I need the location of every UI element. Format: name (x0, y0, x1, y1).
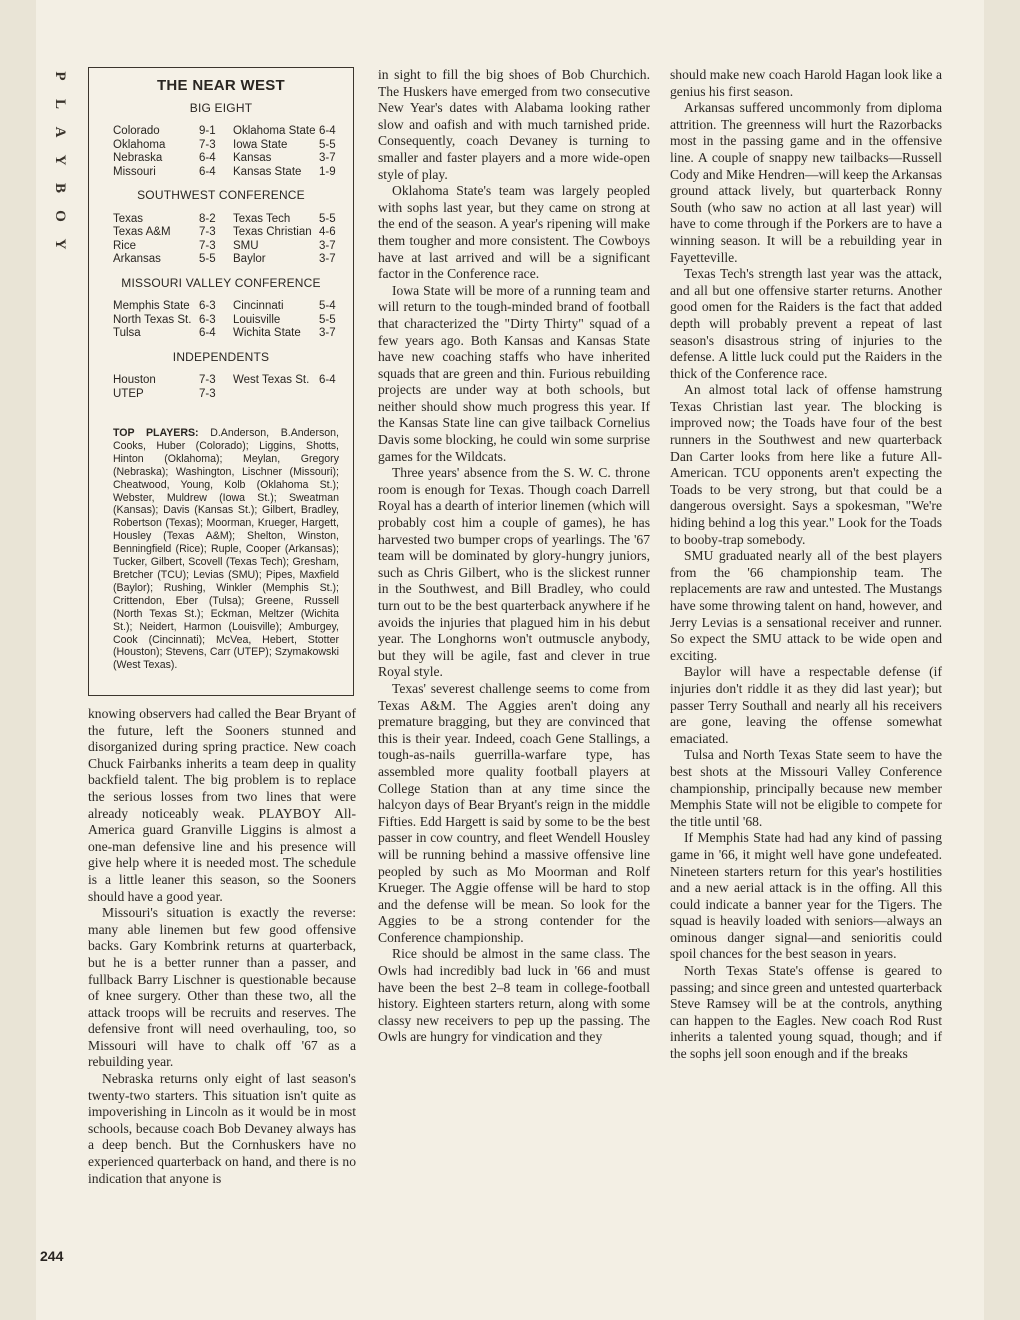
article-paragraph: Nebraska returns only eight of last season's twenty-two starters. This situation isn't quite as impoverishing in Lincoln as it would be in most schools, because coach Bob Devaney always has a deep bench. But the Cornhuskers have no experienced quarterback on hand, and there is no indication that anyone is (88, 1071, 356, 1186)
team-name: Rice (113, 239, 137, 252)
article-paragraph: Baylor will have a respectable defense (if injuries don't riddle it as they did last year); but passer Terry Southall and nearly all his receivers are gone, leaving the offense somewhat emaciated. (670, 664, 942, 746)
team-record: 6-4 (199, 165, 216, 178)
team-name: Kansas (233, 152, 272, 164)
magazine-mark-letter: Y (52, 154, 68, 166)
article-paragraph: Missouri's situation is exactly the reverse: many able linemen but few good offensive backs. Gary Kombrink returns at quarterback, but he is a better runner than a passer, and fullback Barry Lischner is questionable because of knee surgery. Other than these two, all the attack troops will be recruits and reserves. The defensive front will need overhauling, too, so Missouri will have to chalk off '67 as a rebuilding year. (88, 905, 356, 1070)
team-record: 3-7 (319, 327, 336, 339)
standings-row (113, 152, 353, 166)
team-record: 3-7 (319, 152, 336, 164)
conference-title: MISSOURI VALLEY CONFERENCE (121, 275, 321, 290)
team-record: 6-3 (199, 300, 216, 312)
standings-row (113, 388, 353, 402)
team-name: Missouri (113, 165, 156, 178)
standings-row (113, 139, 353, 153)
standings-row (113, 213, 353, 227)
conference-title: INDEPENDENTS (172, 349, 270, 364)
standings-row (113, 300, 353, 314)
team-name: Kansas State (233, 165, 302, 178)
article-paragraph: Rice should be almost in the same class. The Owls had incredibly bad luck in '66 and must have been the best 2–8 team in college-football history. Eighteen starters return, along with some classy new receivers to pep up the passing. The Owls are hungry for vindication and they (378, 946, 650, 1045)
team-name: Cincinnati (233, 300, 284, 312)
team-record: 9-1 (199, 125, 216, 137)
article-paragraph: North Texas State's offense is geared to passing; and since green and untested quarterback Steve Ramsey will be at the controls, anything can happen to the Eagles. New coach Rod Rust inherits a talented young squad, though; and if the sophs jell soon enough and if the breaks (670, 963, 942, 1062)
conference-title: SOUTHWEST CONFERENCE (137, 188, 305, 202)
team-name: Memphis State (113, 300, 190, 312)
conference-rows (89, 300, 353, 341)
team-name: Oklahoma (113, 138, 166, 151)
team-name: Texas A&M (113, 226, 171, 238)
team-name: Baylor (233, 253, 266, 265)
team-record: 5-5 (319, 212, 336, 225)
standings-box (88, 67, 354, 696)
magazine-mark-letter: A (52, 126, 68, 138)
conference-rows (89, 125, 353, 179)
team-record: 6-4 (199, 152, 216, 164)
standings-row (113, 125, 353, 139)
team-record (319, 388, 349, 402)
team-record: 4-6 (319, 226, 336, 238)
article-paragraph: should make new coach Harold Hagan look like a genius his first season. (670, 67, 942, 99)
magazine-mark-letter: Y (52, 238, 68, 250)
team-name: Oklahoma State (233, 125, 316, 137)
article-paragraph: Texas' severest challenge seems to come from Texas A&M. The Aggies aren't doing any premature bragging, but they are convinced that this is their year. Indeed, coach Gene Stallings, a tough-as-nails guerrilla-warfare type, has assembled more quality football players at College Station than at any time since the halcyon days of Bear Bryant's reign in the middle Fifties. Edd Hargett is said by some to be the best passer in cow country, and fleet Wendell Housley will be running behind a massive offensive line peopled by such as Mo Moorman and Rolf Krueger. The Aggie offense will be hard to stop and the defense will be mean. So look for the Aggies to be a strong contender for the Conference championship. (378, 680, 650, 945)
conference-list (89, 102, 353, 402)
team-record: 1-9 (319, 165, 336, 178)
standings-row (113, 314, 353, 328)
article-column-middle (378, 67, 650, 1046)
standings-row (113, 327, 353, 341)
team-record: 7-3 (199, 226, 216, 238)
team-name: Texas Christian (233, 226, 312, 238)
article-column-left (88, 706, 356, 1187)
team-record: 7-3 (199, 239, 216, 252)
page-number: 244 (40, 1248, 64, 1264)
article-paragraph: Texas Tech's strength last year was the attack, and all but one offensive starter returns. Another good omen for the Raiders is the fact that added depth will probably prevent a repeat of last season's disastrous string of injuries to the defense. A little luck could put the Raiders in the thick of the Conference race. (670, 266, 942, 381)
team-record: 7-3 (199, 387, 216, 400)
magazine-mark-letter: O (52, 210, 68, 222)
magazine-mark (46, 62, 74, 258)
magazine-mark-letter: P (52, 71, 68, 81)
team-record: 8-2 (199, 212, 216, 225)
team-name: Texas Tech (233, 212, 291, 225)
team-name: SMU (233, 239, 259, 252)
article-paragraph: Iowa State will be more of a running team and will return to the tough-minded brand of football that characterized the "Dirty Thirty" squad of a few years ago. Both Kansas and Kansas State have new coaching staffs who have inherited squads that are green and thin. Furious rebuilding projects are under way at both schools, but neither should show much progress this year. If the Kansas State line can give tailback Cornelius Davis some blocking, he could win some surprise games for the Wildcats. (378, 282, 650, 464)
standings-row (113, 253, 353, 267)
team-name: Arkansas (113, 253, 161, 265)
article-paragraph: Tulsa and North Texas State seem to have the best shots at the Missouri Valley Conference championship, principally because new member Memphis State will not be eligible to compete for the title until '68. (670, 747, 942, 829)
standings-row (113, 226, 353, 240)
team-name: North Texas St. (113, 313, 192, 326)
team-name: Colorado (113, 125, 160, 137)
team-name (233, 388, 319, 402)
team-record: 6-4 (319, 374, 336, 386)
team-record: 5-5 (319, 138, 336, 151)
magazine-mark-letter: L (52, 98, 68, 109)
article-paragraph: If Memphis State had had any kind of passing game in '66, it might well have gone undefeated. Nineteen starters return for this year's hostilities and a new aerial attack is in the offing. All this could indicate a banner year for the Tigers. The squad is heavily loaded with seniors—always an ominous danger signal—and senioritis could spoil chances for the best season in years. (670, 830, 942, 962)
article-paragraph: Arkansas suffered uncommonly from diploma attrition. The greenness will hurt the Razorbacks most in the passing game and in the offensive line. A couple of snappy new tailbacks—Russell Cody and Mike Hendren—will keep the Arkansas ground attack lively, but quarterback Ronny South (who saw no action at all last year) will have to come through if the Porkers are to have a winning season. It will be a rebuilding year in Fayetteville. (670, 100, 942, 265)
team-name: Nebraska (113, 152, 163, 164)
article-paragraph: SMU graduated nearly all of the best players from the '66 championship team. The replacements are raw and untested. The Mustangs have some throwing talent on hand, however, and Jerry Levias is a sensational receiver and runner. So expect the SMU attack to be wide open and exciting. (670, 548, 942, 663)
team-record: 7-3 (199, 374, 216, 386)
team-record: 5-5 (199, 253, 216, 265)
standings-row (113, 166, 353, 180)
top-players-text: D.Anderson, B.Anderson, Cooks, Huber (Colorado); Liggins, Shotts, Hinton (Oklahoma); Meylan, Gregory (Nebraska); Washington, Lischner (Missouri); Cheatwood, Young, Kolb (Oklahoma St.); Webster, Muldrew (Iowa St.); Sweatman (Kansas); Davis (Kansas St.); Gilbert, Bradley, Robertson (Texas); Moorman, Krueger, Hargett, Housley (Texas A&M); Shelton, Winston, Benningfield (Rice); Ruple, Cooper (Arkansas); Tucker, Gilbert, Scovell (Texas Tech); Gresham, Bretcher (TCU); Levias (SMU); Pipes, Maxfield (Baylor); Rushing, Winkler (Memphis St.); Crittendon, Eber (Tulsa); Greene, Russell (North Texas St.); Eckman, Meltzer (Wichita St.); Neidert, Harmon (Louisville); Amburgey, Cook (Cincinnati); McVea, Hebert, Stotter (Houston); Stevens, Carr (UTEP); Szymakowski (West Texas). (113, 427, 339, 672)
article-paragraph: Three years' absence from the S. W. C. throne room is enough for Texas. Though coach Darrell Royal has a dearth of interior linemen (which will probably cost him a couple of games), he has harvested two bumper crops of yearlings. The '67 team will be dominated by glory-hungry juniors, such as Chris Gilbert, who is the slickest runner in the Southwest, and Bill Bradley, who could turn out to be the best quarterback anywhere if he avoids the injuries that plagued him in his debut year. The Longhorns won't outmuscle anybody, but they will be agile, fast and clever in true Royal style. (378, 465, 650, 680)
team-record: 6-4 (319, 125, 336, 137)
team-name: Texas (113, 212, 144, 225)
top-players-label: TOP PLAYERS: (113, 427, 199, 439)
article-paragraph: in sight to fill the big shoes of Bob Churchich. The Huskers have emerged from two consecutive New Year's dates with Alabama looking rather slow and oafish and with much tarnished pride. Consequently, coach Devaney is turning to smaller and faster players and a more wide-open style of play. (378, 67, 650, 182)
team-record: 7-3 (199, 138, 216, 151)
team-name: Wichita State (233, 327, 301, 339)
conference-rows (89, 374, 353, 401)
top-players (89, 427, 353, 672)
team-record: 6-3 (199, 313, 216, 326)
team-name: Houston (113, 374, 156, 386)
team-record: 5-4 (319, 300, 336, 312)
team-record: 5-5 (319, 313, 336, 326)
standings-title: THE NEAR WEST (156, 77, 286, 94)
team-record: 3-7 (319, 253, 336, 265)
team-record: 6-4 (199, 327, 216, 339)
magazine-mark-letter: B (52, 182, 68, 193)
standings-row (113, 240, 353, 254)
article-paragraph: An almost total lack of offense hamstrung Texas Christian last year. The blocking is improved now; the Toads have four of the best runners in the Southwest and new quarterback Dan Carter looks from here like a future All-American. TCU opponents aren't expecting the Toads to be very strong, but that could be a dangerous oversight. Says a spokesman, "We're hiding behind a log this year." Look for the Toads to booby-trap somebody. (670, 382, 942, 547)
team-name: UTEP (113, 387, 144, 400)
team-record: 3-7 (319, 239, 336, 252)
article-paragraph: Oklahoma State's team was largely peopled with sophs last year, but they came on strong at the end of the season. A year's ripening will make them tougher and more consistent. The Cowboys have at last arrived and will be a significant factor in the Conference race. (378, 183, 650, 282)
article-paragraph: knowing observers had called the Bear Bryant of the future, left the Sooners stunned and disorganized during spring practice. New coach Chuck Fairbanks inherits a team deep in quality backfield talent. The big problem is to replace the serious losses from two lines that were already noticeably weak. PLAYBOY All-America guard Granville Liggins is almost a one-man defensive line and his presence will give help where it is needed most. The schedule is a little leaner this season, so the Sooners should have a good year. (88, 706, 356, 904)
team-name: West Texas St. (233, 374, 310, 386)
standings-row (113, 374, 353, 388)
article-column-right (670, 67, 942, 1063)
conference-rows (89, 213, 353, 267)
team-name: Iowa State (233, 138, 288, 151)
conference-title: BIG EIGHT (189, 100, 253, 115)
team-name: Tulsa (113, 327, 141, 339)
team-name: Louisville (233, 313, 281, 326)
